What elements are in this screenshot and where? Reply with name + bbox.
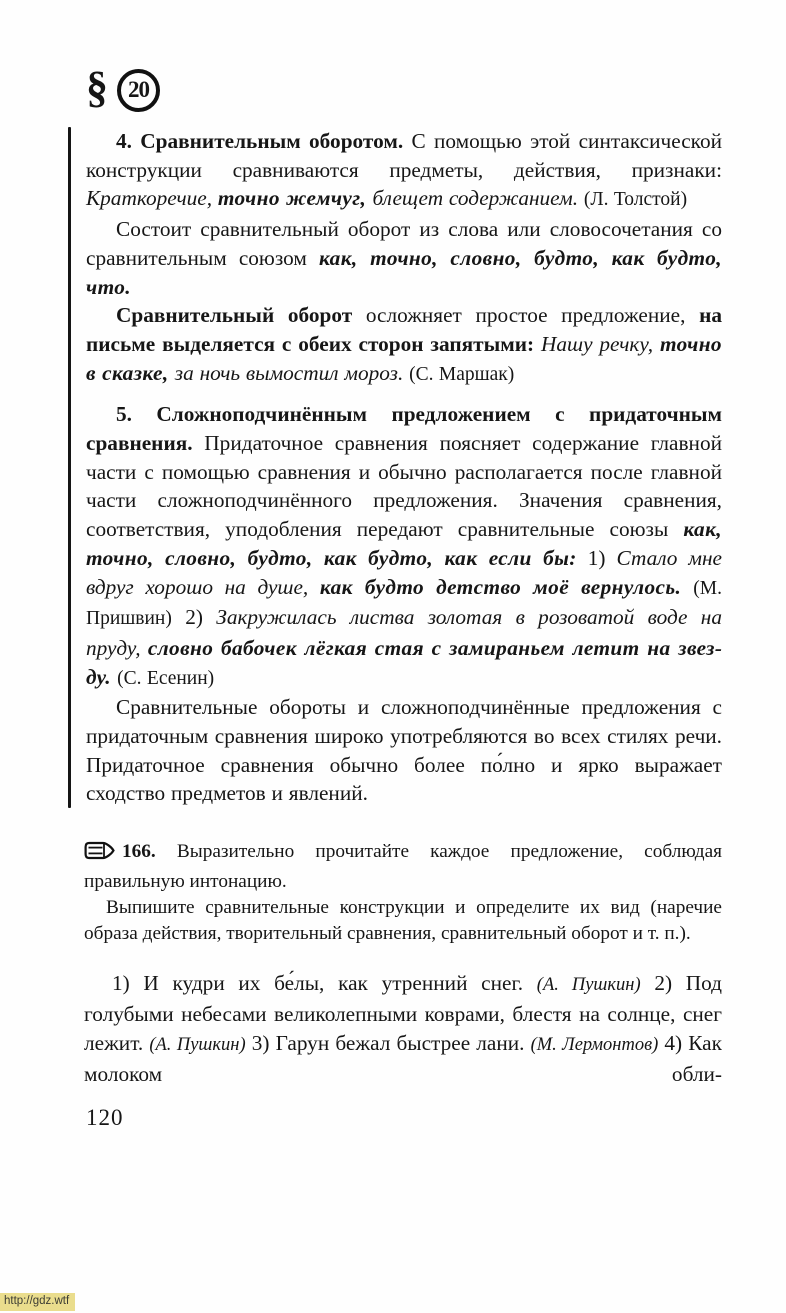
text-segment: точно в сказке,: [86, 331, 722, 385]
text-segment: (А. Пушкин): [149, 1034, 246, 1055]
text-segment: Стало мне вдруг хорошо на душе,: [86, 545, 722, 599]
text-segment: 4. Сравнительным оборотом.: [116, 129, 404, 153]
section-header: [86, 63, 786, 112]
text-segment: 2) Под голубыми небесами великолепными коврами, блестя на солнце, снег лежит.: [84, 970, 723, 1055]
text-segment: (М. Лермонтов): [530, 1034, 659, 1055]
rule-paragraph-punctuation: [86, 301, 722, 389]
page-number: 120: [86, 1104, 124, 1130]
text-segment: Краткоречие,: [86, 186, 218, 211]
text-segment: точно жемчуг,: [217, 186, 373, 211]
text-segment: осложняет простое предложение,: [365, 303, 700, 328]
text-segment: Выпишите сравнительные конструкции и определите их вид (наречие образа действия, творительный сравнения, сравнительный оборот и т. п.).: [84, 896, 722, 945]
text-segment: 2): [171, 605, 217, 630]
text-segment: С помощью этой синтаксической конструкции сравниваются предметы, действия, признаки:: [86, 129, 722, 182]
text-segment: на письме выделяется с обеих сторон запятыми:: [86, 303, 722, 356]
exercise-instruction-2: [84, 895, 722, 948]
text-segment: (М. Пришвин): [86, 577, 722, 630]
section-number-badge: [117, 69, 160, 112]
exercise-sentences: [84, 969, 722, 1089]
textbook-page: [0, 63, 786, 1313]
text-segment: Придаточное сравнения поясняет содержание главной части с помощью сравнения и обычно располагается после главной части сложноподчинённого предложения. Значения сравнения, соответствия, уподобления передают сравнительные союзы: [86, 431, 722, 542]
rule-paragraph-5: [86, 400, 722, 693]
text-segment: Сравнительные обороты и сложноподчинённые предложения с придаточным сравнения широко употребляются во всех стилях речи. Придаточное сравнения обычно более по́лно и ярко выражает сходство предметов и явлений.: [86, 695, 722, 806]
rule-paragraph-4: [86, 127, 722, 215]
rule-block: [68, 127, 722, 808]
oral-reading-exercise-icon: [84, 841, 115, 868]
exercise-166: [84, 839, 722, 948]
text-segment: Состоит сравнительный оборот из слова или словосочетания со сравнительным союзом: [86, 217, 722, 270]
text-segment: (С. Есенин): [117, 667, 215, 689]
rule-left-bar: [68, 127, 71, 808]
text-segment: как, точно, словно, будто, как будто, что.: [86, 245, 722, 299]
text-segment: блещет содержанием.: [372, 186, 584, 211]
exercise-instruction-1: [84, 839, 722, 895]
text-segment: Выразительно прочитайте каждое предложение, соблюдая правильную интонацию.: [84, 841, 722, 892]
section-paragraph-symbol: §: [86, 63, 108, 112]
text-segment: 3) Гарун бежал быстрее лани.: [245, 1030, 531, 1055]
watermark-label: http://gdz.wtf: [0, 1293, 75, 1312]
text-segment: 5. Сложноподчинённым предложением с придаточным сравнения.: [86, 402, 722, 456]
text-segment: Сравнительный оборот: [116, 303, 366, 328]
text-segment: (А. Пушкин): [536, 974, 641, 995]
text-segment: словно бабочек лёгкая стая с замираньем летит на звезду.: [86, 635, 722, 689]
text-segment: 166.: [122, 841, 156, 863]
text-segment: (Л. Толстой): [583, 189, 688, 211]
rule-paragraph-comparative-composition: [86, 215, 722, 301]
rule-content: [86, 127, 722, 808]
sentences-paragraph: [84, 969, 722, 1089]
text-segment: (С. Маршак): [409, 363, 515, 385]
text-segment: как будто детство моё вернулось.: [319, 574, 694, 599]
text-segment: 1): [576, 545, 617, 570]
text-segment: Нашу речку,: [540, 331, 660, 356]
text-segment: Закружилась листва золотая в розоватой воде на пруду,: [86, 605, 722, 660]
text-segment: за ночь вымостил мороз.: [174, 360, 410, 385]
text-segment: 4) Как молоком обли-: [84, 1030, 722, 1086]
text-segment: 1) И кудри их бе́лы, как утренний снег.: [112, 970, 537, 995]
rule-paragraph-usage: [86, 693, 722, 808]
text-segment: как, точно, словно, будто, как будто, как если бы:: [86, 517, 722, 570]
section-number: 20: [128, 77, 149, 102]
